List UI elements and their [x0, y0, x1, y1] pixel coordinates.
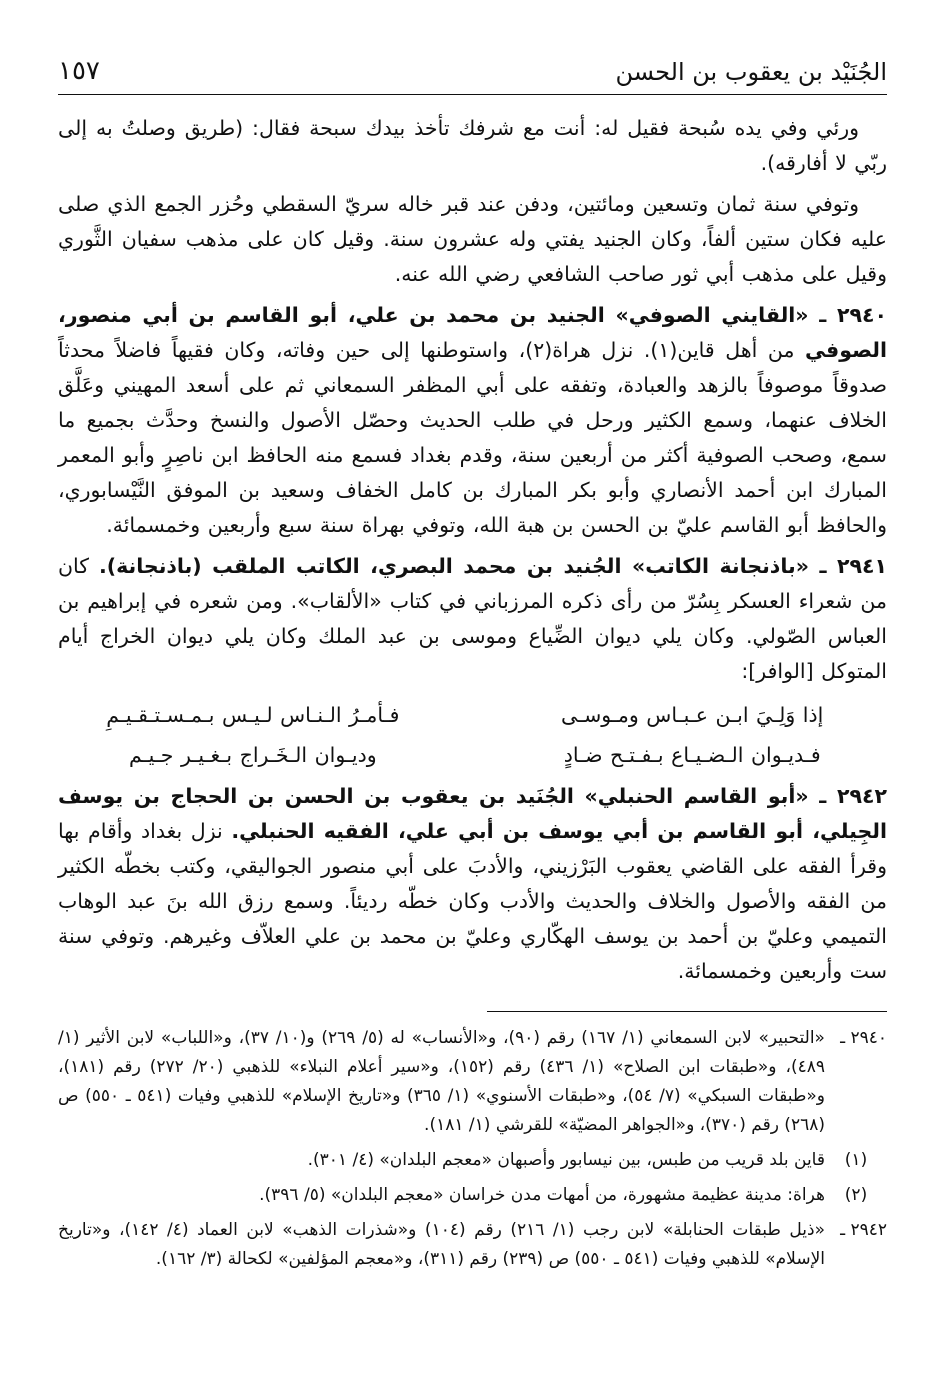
main-text: [58, 111, 887, 989]
entry-heading: ٢٩٤٠ ـ «القايني الصوفي» الجنيد بن محمد بن علي، أبو القاسم بن أبي منصور، الصوفي: [58, 303, 887, 362]
paragraph: ورئي وفي يده سُبحة فقيل له: أنت مع شرفك تأخذ بيدك سبحة فقال: (طريق وصلتُ به إلى ربّي لا أفارقه).: [58, 116, 887, 175]
verse-line: [58, 735, 887, 775]
footnote-number: ٢٩٤٢ ـ: [840, 1220, 887, 1240]
entry-2940: [58, 298, 887, 543]
footnote: [58, 1181, 887, 1210]
footnotes: [58, 1024, 887, 1274]
entry-heading: ٢٩٤١ ـ «باذنجانة الكاتب» الجُنيد بن محمد البصري، الكاتب الملقب (باذنجانة).: [98, 554, 887, 578]
footnote-number: (١): [844, 1150, 868, 1170]
footnote: [58, 1216, 887, 1274]
verse-second-hemistich: وديـوان الـخَـراج بـغـيـر جـيـم: [128, 743, 377, 767]
poem-verses: [58, 695, 887, 775]
entry-body: نزل بغداد وأقام بها وقرأ الفقه على القاضي يعقوب البَرْزيني، والأدبَ على أبي منصور الجواليقي، وكتب بخطّه الكثير من الفقه والأصول والخلاف والحديث والأدب وكان خطّه رديئاً. وسمع رزق الله بنَ عبد الوهاب التميمي وعليّ بن أحمد بن يوسف الهكّاري وعليّ بن محمد بن علي العلاّف وغيرهم. وتوفي سنة ست وأربعين وخمسمائة.: [58, 819, 887, 983]
footnote-number: ٢٩٤٠ ـ: [840, 1028, 887, 1048]
book-page: [58, 50, 887, 1334]
footnote: [58, 1146, 887, 1175]
page-number: ١٥٧: [58, 56, 100, 86]
verse-second-hemistich: فـأمـرُ الـنـاس لـيـس بـمـسـتـقـيـمِ: [106, 703, 400, 727]
verse-first-hemistich: فـديـوان الـضـيـاع بـفـتـح ضـادٍ: [563, 743, 821, 767]
footnote-text: هراة: مدينة عظيمة مشهورة، من أمهات مدن خراسان «معجم البلدان» (٥/ ٣٩٦).: [259, 1185, 825, 1205]
footnote-divider: [487, 1011, 887, 1012]
header-title: الجُنَيْد بن يعقوب بن الحسن: [615, 58, 887, 86]
running-header: [58, 50, 887, 95]
footnote: [58, 1024, 887, 1140]
entry-heading: ٢٩٤٢ ـ «أبو القاسم الحنبلي» الجُنَيد بن يعقوب بن الحسن بن الحجاج بن يوسف الجِيلي، أبو القاسم بن أبي يوسف بن أبي علي، الفقيه الحنبلي.: [58, 784, 887, 843]
entry-2941: [58, 549, 887, 689]
entry-body: كان من شعراء العسكر بِسُرّ من رأى ذكره المرزباني في كتاب «الألقاب». ومن شعره في إبراهيم بن العباس الصّولي. وكان يلي ديوان الضِّياع وموسى بن عبد الملك وكان يلي ديوان الخراج أيام المتوكل [الوافر]:: [58, 554, 887, 683]
footnote-text: «ذيل طبقات الحنابلة» لابن رجب (١/ ٢١٦) رقم (١٠٤) و«شذرات الذهب» لابن العماد (٤/ ١٤٢)، و«تاريخ الإسلام» للذهبي وفيات (٥٤١ ـ ٥٥٠) ص (٢٣٩) رقم (٣١١)، و«معجم المؤلفين» لكحالة (٣/ ١٦٢).: [58, 1220, 825, 1269]
footnote-number: (٢): [844, 1185, 868, 1205]
footnote-text: قاين بلد قريب من طبس، بين نيسابور وأصبهان «معجم البلدان» (٤/ ٣٠١).: [307, 1150, 825, 1170]
entry-body: من أهل قاين(١). نزل هراة(٢)، واستوطنها إلى حين وفاته، وكان فقيهاً فاضلاً محدثاً صدوقاً موصوفاً بالزهد والعبادة، وتفقه على أبي المظفر السمعاني ثم على أسعد المهيني وعَلَّق الخلاف عنهما، وسمع الكثير ورحل في طلب الحديث وحصّل الأصول والنسخ وحدَّث بجميع ما سمع، وصحب الصوفية أكثر من أربعين سنة، وقدم بغداد فسمع منه الحافظ ابن ناصِرٍ وأبو المعمر المبارك ابن أحمد الأنصاري وأبو بكر المبارك بن كامل الخفاف وسعيد بن الموفق النَّيْسابوري، والحافظ أبو القاسم عليّ بن الحسن بن هبة الله، وتوفي بهراة سنة سبع وأربعين وخمسمائة.: [58, 338, 887, 537]
footnote-text: «التحبير» لابن السمعاني (١/ ١٦٧) رقم (٩٠)، و«الأنساب» له (٥/ ٢٦٩) و(١٠/ ٣٧)، و«اللباب» لابن الأثير (١/ ٤٨٩)، و«طبقات ابن الصلاح» (١/ ٤٣٦) رقم (١٥٢)، و«سير أعلام النبلاء» للذهبي (٢٠/ ٢٧٢) رقم (١٨١)، و«طبقات السبكي» (٧/ ٥٤)، و«طبقات الأسنوي» (١/ ٣٦٥) و«تاريخ الإسلام» للذهبي وفيات (٥٤١ ـ ٥٥٠) ص (٢٦٨) رقم (٣٧٠)، و«الجواهر المضيّة» للقرشي (١/ ١٨١).: [58, 1028, 825, 1135]
entry-2942: [58, 779, 887, 989]
paragraph: وتوفي سنة ثمان وتسعين ومائتين، ودفن عند قبر خاله سريّ السقطي وحُزر الجمع الذي صلى عليه فكان ستين ألفاً، وكان الجنيد يفتي وله عشرون سنة. وقيل كان على مذهب سفيان الثَّوري وقيل على مذهب أبي ثور صاحب الشافعي رضي الله عنه.: [58, 192, 887, 286]
verse-line: [58, 695, 887, 735]
verse-first-hemistich: إذا وَلِـيَ ابـن عـبـاس ومـوسـى: [561, 703, 824, 727]
